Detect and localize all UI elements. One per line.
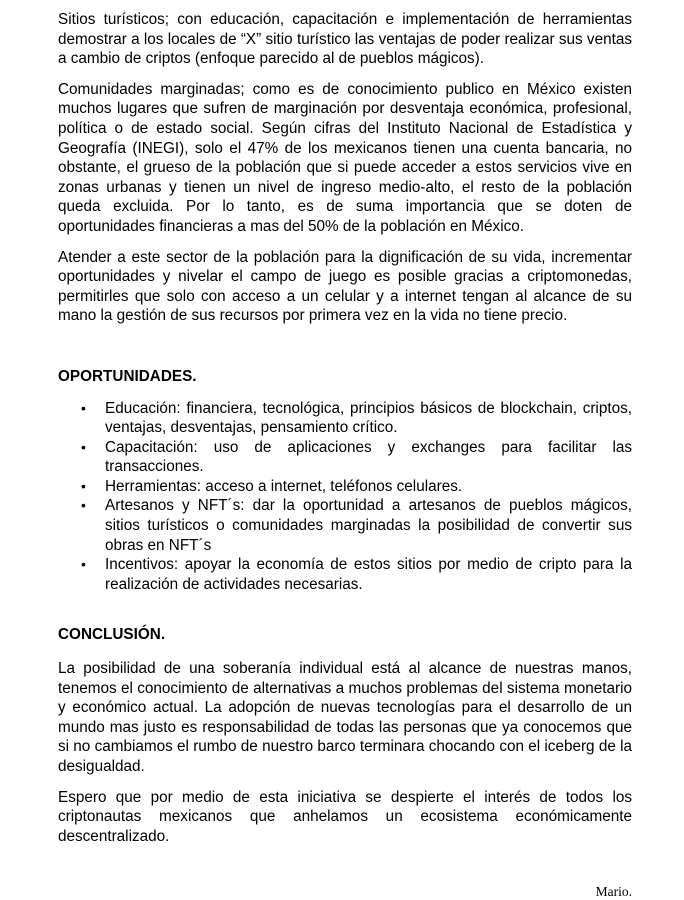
bullet-icon: • [81,399,86,416]
bullet-icon: • [81,497,86,514]
paragraph-attend-sector: Atender a este sector de la población para la dignificación de su vida, incrementar oportunidades y nivelar el campo de juego es posible gracias a criptomonedas, permitirles que solo con acceso a un celular y a internet tengan al alcance de su mano la gestión de sus recursos por primera vez en la vida no tiene precio. [58,248,632,325]
opportunities-list [58,399,632,595]
list-item-text: Educación: financiera, tecnológica, principios básicos de blockchain, criptos, ventajas, desventajas, pensamiento crítico. [105,399,632,437]
paragraph-conclusion: La posibilidad de una soberanía individual está al alcance de nuestras manos, tenemos el conocimiento de alternativas a muchos problemas del sistema monetario y económico actual. La adopción de nuevas tecnologías para el desarrollo de un mundo mas justo es responsabilidad de todas las personas que ya conocemos que si no cambiamos el rumbo de nuestro barco terminara chocando con el iceberg de la desigualdad. [58,660,632,775]
list-item-text: Capacitación: uso de aplicaciones y exchanges para facilitar las transacciones. [105,438,632,476]
opportunities-heading: OPORTUNIDADES. [58,367,197,385]
paragraph-tourist-sites: Sitios turísticos; con educación, capacitación e implementación de herramientas demostrar a los locales de “X” sitio turístico las ventajas de poder realizar sus ventas a cambio de criptos (enfoque parecido al de pueblos mágicos). [58,11,632,68]
paragraph-marginalized-communities: Comunidades marginadas; como es de conocimiento publico en México existen muchos lugares que sufren de marginación por desventaja económica, profesional, política o de estado social. Según cifras del Instituto Nacional de Estadística y Geografía (INEGI), solo el 47% de los mexicanos tienen una cuenta bancaria, no obstante, el grueso de la población que si puede acceder a estos servicios vive en zonas urbanas y tienen un nivel de ingreso medio-alto, el resto de la población queda excluida. Por lo tanto, es de suma importancia que se doten de oportunidades financieras a mas del 50% de la población en México. [58,80,632,235]
paragraph-closing: Espero que por medio de esta iniciativa se despierte el interés de todos los criptonautas mexicanos que anhelamos un ecosistema económicamente descentralizado. [58,788,632,845]
list-item [58,399,632,438]
conclusion-heading: CONCLUSIÓN. [58,626,166,644]
list-item [58,555,632,594]
signature: Mario. [595,884,632,899]
bullet-icon: • [81,438,86,455]
list-item-text: Herramientas: acceso a internet, teléfonos celulares. [105,477,463,495]
list-item-text: Artesanos y NFT´s: dar la oportunidad a artesanos de pueblos mágicos, sitios turísticos o comunidades marginadas la posibilidad de convertir sus obras en NFT´s [105,497,632,554]
list-item [58,438,632,477]
list-item [58,477,632,497]
list-item-text: Incentivos: apoyar la economía de estos sitios por medio de cripto para la realización de actividades necesarias. [105,556,632,593]
bullet-icon: • [81,556,86,573]
document-page [58,10,632,846]
bullet-icon: • [81,477,86,494]
list-item [58,496,632,555]
